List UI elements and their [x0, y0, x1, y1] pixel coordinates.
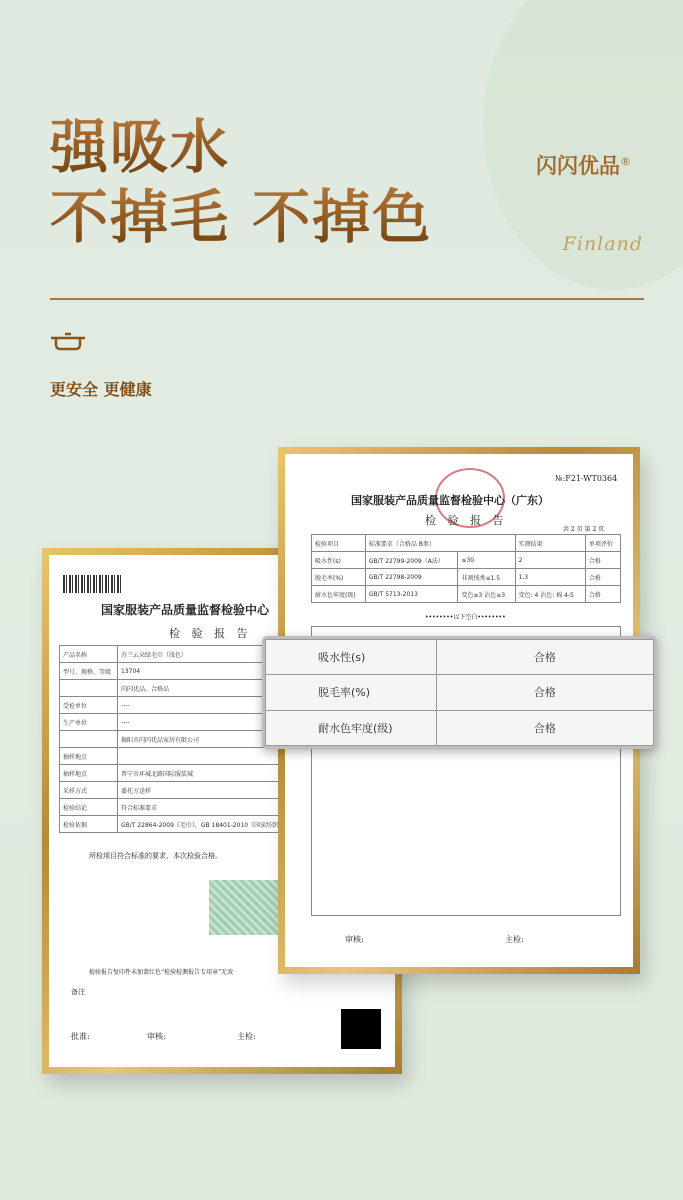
zoom-label: 吸水性(s) [266, 640, 437, 675]
column-header: 标准要求（合格品 B类） [365, 535, 515, 552]
row-label: 抽样地点 [60, 748, 118, 765]
row-value: ---- [118, 714, 389, 731]
end-note: ••••••••以下空白•••••••• [425, 614, 506, 621]
table-cell: 合格 [585, 552, 620, 569]
row-label: 生产单位 [60, 714, 118, 731]
zoom-row [266, 640, 654, 675]
zoomed-results-callout [262, 636, 657, 749]
table-cell: ≤30 [458, 552, 515, 569]
headline [50, 112, 432, 252]
headline-line-1: 强吸水 [50, 112, 432, 182]
table-cell: 耐水色牢度(级) [312, 586, 366, 603]
registered-mark: ® [620, 155, 631, 168]
left-doc-subtitle: 检 验 报 告 [169, 627, 252, 640]
zoom-row [266, 675, 654, 710]
right-doc-title: 国家服装产品质量监督检验中心（广东） [351, 494, 549, 507]
table-cell: GB/T 22798-2009 [365, 569, 458, 586]
row-value: GB/T 22864-2009《毛巾》，GB 18401-2010《国家纺织 [118, 816, 389, 833]
brand-logo [536, 150, 631, 180]
zoom-label: 耐水色牢度(级) [266, 710, 437, 745]
left-doc-conclusion: 所检项目符合标准的要求，本次检验合格。 [89, 852, 222, 860]
left-sign-review: 审核: [147, 1032, 166, 1041]
zoom-row [266, 710, 654, 745]
table-cell: 变色≥3 沾色≥3 [458, 586, 515, 603]
report-number: №:F21-WT0364 [555, 474, 618, 483]
right-sign-review: 审核: [345, 935, 364, 944]
table-row [312, 586, 621, 603]
row-value: 闪闪优品，合格品 [118, 680, 389, 697]
table-row [312, 552, 621, 569]
zoom-value: 合格 [436, 675, 653, 710]
left-doc-remark: 备注 [71, 988, 85, 996]
zoom-table [265, 639, 654, 746]
table-cell: 吸水性(s) [312, 552, 366, 569]
column-header: 单项评价 [585, 535, 620, 552]
table-cell: GB/T 22799-2009（A法） [365, 552, 458, 569]
zoom-value: 合格 [436, 640, 653, 675]
brand-name: 闪闪优品 [536, 154, 620, 178]
right-sign-main: 主检: [505, 935, 524, 944]
column-header: 实测结果 [515, 535, 585, 552]
row-value: 芬兰云朵绿毛巾（浅色） [118, 646, 389, 663]
row-value: 符合标准要求 [118, 799, 389, 816]
table-row [312, 569, 621, 586]
table-cell: 合格 [585, 569, 620, 586]
barcode [63, 575, 121, 593]
row-label: 检验依据 [60, 816, 118, 833]
row-label: 采样方式 [60, 782, 118, 799]
divider [50, 298, 644, 300]
left-sign-main: 主检: [237, 1032, 256, 1041]
pot-icon [50, 330, 86, 352]
row-label: 产品名称 [60, 646, 118, 663]
row-label [60, 680, 118, 697]
qr-code [343, 1011, 379, 1047]
page-counter: 共 2 页 第 2 页 [563, 526, 605, 533]
anti-fake-seal [209, 880, 279, 935]
row-value: 揭阳市闪闪优品家居有限公司 [118, 731, 389, 748]
table-cell: 2 [515, 552, 585, 569]
row-label [60, 731, 118, 748]
table-cell: 1.3 [515, 569, 585, 586]
table-cell: 合格 [585, 586, 620, 603]
left-sign-approve: 批准: [71, 1032, 90, 1041]
column-header: 检验项目 [312, 535, 366, 552]
left-doc-notice: 检验报告复印件未加盖红色“检验检测报告专用章”无效 [89, 969, 234, 976]
zoom-label: 脱毛率(%) [266, 675, 437, 710]
row-value: 普宁市环城北路国际服装城 [118, 765, 389, 782]
subtitle: 更安全 更健康 [50, 380, 152, 399]
row-label: 受检单位 [60, 697, 118, 714]
row-value: 13704 [118, 663, 389, 680]
table-cell: 非割绒类≤1.5 [458, 569, 515, 586]
table-cell: 变色: 4 沾色: 棉 4-5 [515, 586, 585, 603]
row-label: 型号、规格、等级 [60, 663, 118, 680]
row-label: 检验结论 [60, 799, 118, 816]
headline-line-2: 不掉毛 不掉色 [50, 183, 433, 251]
brand-script: Finland [562, 233, 643, 255]
table-cell: GB/T 5713-2013 [365, 586, 458, 603]
row-value: 委托方送样 [118, 782, 389, 799]
row-value: ---- [118, 697, 389, 714]
left-doc-title: 国家服装产品质量监督检验中心 [101, 603, 270, 617]
right-doc-table [311, 534, 621, 603]
row-label: 抽样地点 [60, 765, 118, 782]
zoom-value: 合格 [436, 710, 653, 745]
right-doc-subtitle: 检 验 报 告 [425, 514, 508, 527]
table-cell: 脱毛率(%) [312, 569, 366, 586]
